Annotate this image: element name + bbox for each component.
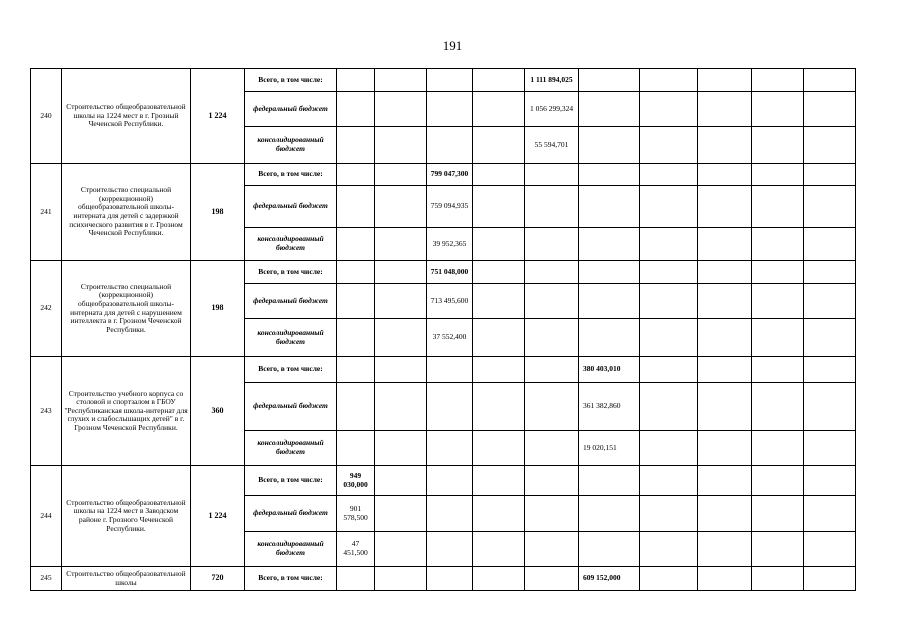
- amount-cell: [473, 228, 525, 261]
- amount-cell: [473, 127, 525, 164]
- amount-cell: [337, 567, 375, 591]
- object-name: Строительство учебного корпуса со столовой и спортзалом в ГБОУ "Республиканская школа-интернат для глухих и слабослышащих детей" в г. Грозном Чеченской Республики.: [62, 357, 191, 466]
- funding-source-label: консолидированный бюджет: [245, 228, 337, 261]
- amount-cell: [375, 284, 427, 319]
- amount-cell: [375, 228, 427, 261]
- amount-cell: [698, 186, 752, 228]
- amount-cell: [752, 532, 804, 567]
- amount-cell: [579, 466, 640, 496]
- funding-source-label: федеральный бюджет: [245, 284, 337, 319]
- amount-cell: [337, 261, 375, 284]
- amount-cell: [698, 466, 752, 496]
- amount-cell: [427, 496, 473, 532]
- amount-cell: [579, 319, 640, 357]
- capacity: 720: [191, 567, 245, 591]
- amount-cell: [804, 567, 856, 591]
- amount-cell: [579, 92, 640, 127]
- amount-cell: [427, 357, 473, 383]
- amount-cell: [752, 383, 804, 431]
- amount-cell: 949 030,000: [337, 466, 375, 496]
- amount-cell: [698, 284, 752, 319]
- amount-cell: [640, 261, 698, 284]
- amount-cell: [525, 431, 579, 466]
- amount-cell: [752, 164, 804, 186]
- amount-cell: [473, 383, 525, 431]
- funding-source-label: Всего, в том числе:: [245, 261, 337, 284]
- amount-cell: [473, 532, 525, 567]
- funding-source-label: Всего, в том числе:: [245, 466, 337, 496]
- table-row: [31, 567, 856, 591]
- amount-cell: [804, 496, 856, 532]
- amount-cell: [375, 431, 427, 466]
- amount-cell: [427, 532, 473, 567]
- table-row: [31, 69, 856, 92]
- funding-source-label: консолидированный бюджет: [245, 431, 337, 466]
- amount-cell: [427, 69, 473, 92]
- amount-cell: [579, 186, 640, 228]
- amount-cell: [579, 164, 640, 186]
- amount-cell: [473, 319, 525, 357]
- amount-cell: [640, 164, 698, 186]
- capacity: 360: [191, 357, 245, 466]
- table-row: [31, 261, 856, 284]
- capacity: 1 224: [191, 69, 245, 164]
- amount-cell: [698, 532, 752, 567]
- funding-source-label: федеральный бюджет: [245, 92, 337, 127]
- amount-cell: [337, 186, 375, 228]
- page-number: 191: [442, 38, 463, 53]
- amount-cell: [337, 357, 375, 383]
- amount-cell: 751 048,000: [427, 261, 473, 284]
- amount-cell: [337, 383, 375, 431]
- funding-source-label: Всего, в том числе:: [245, 69, 337, 92]
- amount-cell: [579, 69, 640, 92]
- amount-cell: [427, 466, 473, 496]
- capacity: 1 224: [191, 466, 245, 567]
- amount-cell: [375, 261, 427, 284]
- amount-cell: 37 552,400: [427, 319, 473, 357]
- amount-cell: 759 094,935: [427, 186, 473, 228]
- capacity: 198: [191, 261, 245, 357]
- amount-cell: [804, 69, 856, 92]
- row-number: 242: [31, 261, 62, 357]
- amount-cell: [698, 319, 752, 357]
- amount-cell: [804, 431, 856, 466]
- amount-cell: [804, 186, 856, 228]
- amount-cell: [579, 496, 640, 532]
- amount-cell: [375, 319, 427, 357]
- amount-cell: 609 152,000: [579, 567, 640, 591]
- amount-cell: [804, 284, 856, 319]
- amount-cell: [804, 319, 856, 357]
- amount-cell: [427, 383, 473, 431]
- capacity: 198: [191, 164, 245, 261]
- amount-cell: [427, 92, 473, 127]
- amount-cell: [640, 357, 698, 383]
- amount-cell: [698, 431, 752, 466]
- funding-source-label: Всего, в том числе:: [245, 164, 337, 186]
- amount-cell: [473, 496, 525, 532]
- amount-cell: [525, 532, 579, 567]
- amount-cell: 39 952,365: [427, 228, 473, 261]
- amount-cell: [752, 127, 804, 164]
- table-row: [31, 466, 856, 496]
- amount-cell: [640, 284, 698, 319]
- amount-cell: [525, 164, 579, 186]
- amount-cell: [640, 186, 698, 228]
- amount-cell: [375, 567, 427, 591]
- amount-cell: 55 594,701: [525, 127, 579, 164]
- amount-cell: [640, 69, 698, 92]
- amount-cell: [337, 127, 375, 164]
- amount-cell: [427, 127, 473, 164]
- amount-cell: [804, 127, 856, 164]
- amount-cell: 901 578,500: [337, 496, 375, 532]
- amount-cell: [752, 466, 804, 496]
- row-number: 243: [31, 357, 62, 466]
- amount-cell: [337, 284, 375, 319]
- amount-cell: [640, 567, 698, 591]
- amount-cell: [375, 466, 427, 496]
- amount-cell: [427, 567, 473, 591]
- amount-cell: [525, 357, 579, 383]
- funding-source-label: Всего, в том числе:: [245, 567, 337, 591]
- amount-cell: [698, 228, 752, 261]
- amount-cell: [752, 261, 804, 284]
- amount-cell: [640, 532, 698, 567]
- amount-cell: [525, 186, 579, 228]
- amount-cell: [752, 567, 804, 591]
- amount-cell: [375, 186, 427, 228]
- amount-cell: [375, 496, 427, 532]
- amount-cell: [804, 261, 856, 284]
- funding-source-label: консолидированный бюджет: [245, 127, 337, 164]
- amount-cell: [473, 186, 525, 228]
- amount-cell: 380 403,010: [579, 357, 640, 383]
- amount-cell: [698, 383, 752, 431]
- amount-cell: [752, 186, 804, 228]
- amount-cell: [698, 567, 752, 591]
- row-number: 244: [31, 466, 62, 567]
- object-name: Строительство специальной (коррекционной) общеобразовательной школы-интерната для детей с нарушением интеллекта в г. Грозном Чеченской Республики.: [62, 261, 191, 357]
- amount-cell: 47 451,500: [337, 532, 375, 567]
- amount-cell: [640, 466, 698, 496]
- amount-cell: [337, 92, 375, 127]
- amount-cell: [804, 92, 856, 127]
- amount-cell: [525, 466, 579, 496]
- amount-cell: [473, 164, 525, 186]
- amount-cell: [752, 69, 804, 92]
- amount-cell: [337, 319, 375, 357]
- amount-cell: [698, 496, 752, 532]
- amount-cell: [698, 92, 752, 127]
- amount-cell: 713 495,600: [427, 284, 473, 319]
- object-name: Строительство специальной (коррекционной) общеобразовательной школы-интерната для детей с задержкой психического развития в г. Грозном Чеченской Республики.: [62, 164, 191, 261]
- amount-cell: [337, 431, 375, 466]
- amount-cell: [752, 92, 804, 127]
- amount-cell: 361 382,860: [579, 383, 640, 431]
- amount-cell: [473, 69, 525, 92]
- amount-cell: [804, 164, 856, 186]
- amount-cell: [579, 532, 640, 567]
- amount-cell: [375, 69, 427, 92]
- table-row: [31, 164, 856, 186]
- funding-source-label: федеральный бюджет: [245, 496, 337, 532]
- table-row: [31, 357, 856, 383]
- amount-cell: [525, 496, 579, 532]
- amount-cell: [804, 383, 856, 431]
- amount-cell: 1 056 299,324: [525, 92, 579, 127]
- row-number: 240: [31, 69, 62, 164]
- amount-cell: [579, 284, 640, 319]
- amount-cell: [640, 431, 698, 466]
- amount-cell: [804, 228, 856, 261]
- funding-source-label: федеральный бюджет: [245, 383, 337, 431]
- amount-cell: [473, 261, 525, 284]
- funding-source-label: федеральный бюджет: [245, 186, 337, 228]
- amount-cell: [640, 92, 698, 127]
- amount-cell: [337, 69, 375, 92]
- amount-cell: [752, 228, 804, 261]
- amount-cell: [473, 92, 525, 127]
- funding-table: [30, 68, 856, 591]
- amount-cell: [698, 69, 752, 92]
- amount-cell: 1 111 894,025: [525, 69, 579, 92]
- amount-cell: [375, 164, 427, 186]
- object-name: Строительство общеобразовательной школы на 1224 мест в Заводском районе г. Грозного Чеченской Республики.: [62, 466, 191, 567]
- amount-cell: [579, 228, 640, 261]
- amount-cell: [337, 164, 375, 186]
- amount-cell: [473, 431, 525, 466]
- amount-cell: [752, 357, 804, 383]
- amount-cell: [375, 92, 427, 127]
- amount-cell: [473, 567, 525, 591]
- funding-source-label: Всего, в том числе:: [245, 357, 337, 383]
- amount-cell: [337, 228, 375, 261]
- amount-cell: [640, 319, 698, 357]
- amount-cell: [525, 228, 579, 261]
- amount-cell: [473, 466, 525, 496]
- amount-cell: [698, 127, 752, 164]
- amount-cell: [375, 357, 427, 383]
- amount-cell: [804, 466, 856, 496]
- amount-cell: [427, 431, 473, 466]
- row-number: 245: [31, 567, 62, 591]
- amount-cell: [640, 383, 698, 431]
- amount-cell: [804, 532, 856, 567]
- amount-cell: [640, 127, 698, 164]
- amount-cell: [375, 127, 427, 164]
- amount-cell: [752, 431, 804, 466]
- amount-cell: [525, 284, 579, 319]
- amount-cell: [752, 284, 804, 319]
- amount-cell: [579, 127, 640, 164]
- funding-source-label: консолидированный бюджет: [245, 532, 337, 567]
- amount-cell: [525, 383, 579, 431]
- object-name: Строительство общеобразовательной школы: [62, 567, 191, 591]
- amount-cell: [525, 261, 579, 284]
- amount-cell: [698, 261, 752, 284]
- funding-source-label: консолидированный бюджет: [245, 319, 337, 357]
- amount-cell: [698, 164, 752, 186]
- amount-cell: [640, 496, 698, 532]
- amount-cell: [473, 284, 525, 319]
- amount-cell: 19 020,151: [579, 431, 640, 466]
- object-name: Строительство общеобразовательной школы на 1224 мест в г. Грозный Чеченской Республики.: [62, 69, 191, 164]
- amount-cell: [525, 319, 579, 357]
- amount-cell: [375, 532, 427, 567]
- amount-cell: [375, 383, 427, 431]
- amount-cell: [640, 228, 698, 261]
- amount-cell: 799 047,300: [427, 164, 473, 186]
- amount-cell: [752, 319, 804, 357]
- amount-cell: [804, 357, 856, 383]
- amount-cell: [579, 261, 640, 284]
- amount-cell: [698, 357, 752, 383]
- amount-cell: [752, 496, 804, 532]
- row-number: 241: [31, 164, 62, 261]
- amount-cell: [525, 567, 579, 591]
- amount-cell: [473, 357, 525, 383]
